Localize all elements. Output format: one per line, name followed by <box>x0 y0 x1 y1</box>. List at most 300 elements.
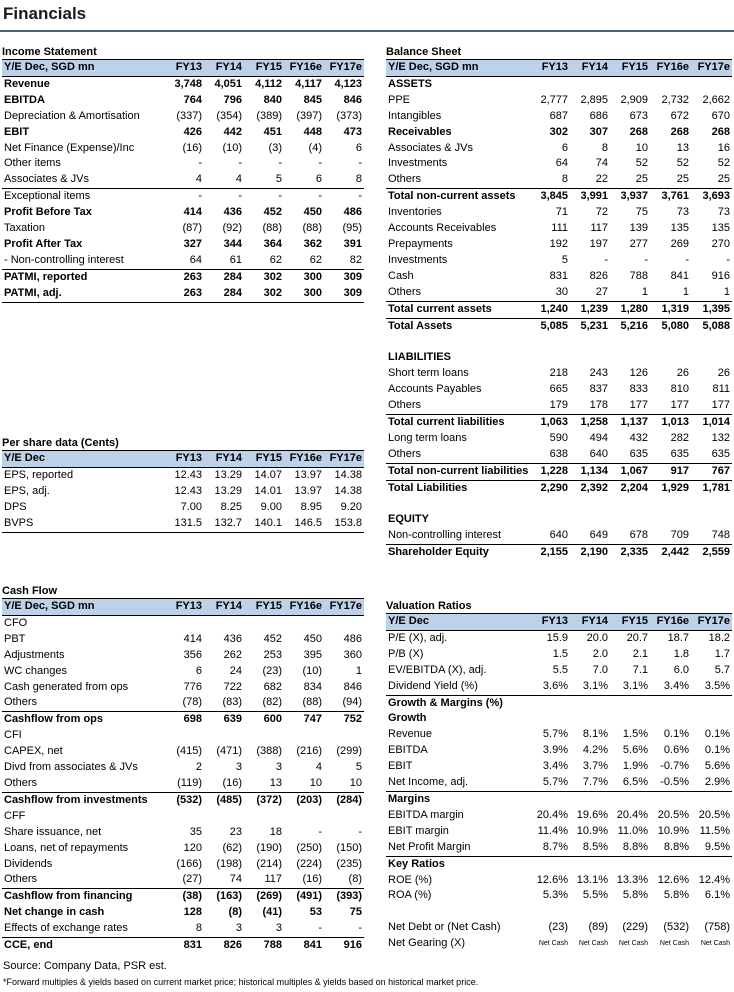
row-value: - <box>358 190 362 203</box>
row-label: Investments <box>388 253 448 266</box>
row-value: 9.00 <box>260 500 282 513</box>
table-row <box>386 76 732 92</box>
row-value <box>570 695 610 711</box>
header-label: Y/E Dec, SGD mn <box>386 60 530 77</box>
row-value: 14.07 <box>254 468 282 481</box>
row-label: Net Profit Margin <box>386 840 530 856</box>
row-value: 451 <box>263 125 282 138</box>
row-value: (23) <box>262 664 282 677</box>
row-value: 1,929 <box>661 481 689 494</box>
row-value <box>610 350 650 366</box>
table-row <box>386 920 732 936</box>
row-value: 14.38 <box>334 484 362 497</box>
row-value: 20.5% <box>698 808 730 821</box>
header-year: FY15 <box>244 60 284 77</box>
row-value: 448 <box>303 125 322 138</box>
row-value: - <box>278 157 282 170</box>
row-value: (491) <box>296 890 322 903</box>
row-value: 6.0 <box>673 663 689 676</box>
row-value: 192 <box>549 237 568 250</box>
row-value <box>691 904 732 920</box>
row-value: 11.5% <box>699 824 730 837</box>
row-value: - <box>238 157 242 170</box>
row-value: 4 <box>315 761 322 774</box>
row-value: 4 <box>204 172 244 188</box>
row-value: (88) <box>284 695 324 711</box>
row-value: 5 <box>561 253 568 266</box>
row-value: (250) <box>296 841 322 854</box>
table-row <box>2 889 364 905</box>
balance-sheet-section <box>386 46 732 561</box>
row-value: 635 <box>650 447 691 463</box>
row-value: 796 <box>223 93 242 106</box>
row-value: 5.7% <box>542 728 568 741</box>
row-value: 282 <box>670 431 689 444</box>
row-value: -0.5% <box>650 775 691 791</box>
row-label: Others <box>386 172 530 188</box>
row-value: 82 <box>324 253 364 269</box>
row-value: 638 <box>530 447 570 463</box>
table-row <box>386 496 732 512</box>
row-label: DPS <box>4 500 27 513</box>
row-label: Cashflow from investments <box>4 793 148 806</box>
row-value: (373) <box>336 109 362 122</box>
row-value: (532) <box>176 793 202 806</box>
row-value: 436 <box>223 632 242 645</box>
row-value: (16) <box>182 141 202 154</box>
row-value: 8.1% <box>582 728 608 741</box>
table-row <box>386 679 732 695</box>
row-value: - <box>604 253 608 266</box>
row-value: (485) <box>216 793 242 806</box>
row-label: Revenue <box>4 77 50 90</box>
row-label: PATMI, reported <box>4 270 88 283</box>
row-value: 845 <box>303 93 322 106</box>
row-value: 18.7 <box>667 631 689 644</box>
table-row <box>2 516 364 532</box>
table-row <box>386 237 732 253</box>
row-value: 5,085 <box>540 319 568 332</box>
row-value: 1.5% <box>622 728 648 741</box>
row-value: 13 <box>676 141 689 154</box>
row-value: (8) <box>324 872 364 888</box>
row-value <box>570 496 610 512</box>
row-label: ASSETS <box>388 77 433 90</box>
row-value: 131.5 <box>164 516 204 532</box>
row-value: 5 <box>244 172 284 188</box>
row-label: Key Ratios <box>388 857 445 870</box>
row-label: Growth & Margins (%) <box>388 696 503 709</box>
header-year: FY16e <box>284 60 324 77</box>
row-value: (10) <box>222 141 242 154</box>
row-value: 268 <box>670 125 689 138</box>
row-value: (163) <box>216 890 242 903</box>
row-value <box>610 512 650 528</box>
row-value: (214) <box>256 857 282 870</box>
row-value: - <box>278 190 282 203</box>
table-row <box>386 824 732 840</box>
row-value: 767 <box>691 463 732 480</box>
header-year: FY16e <box>650 60 691 77</box>
row-value: 5.8% <box>622 889 648 902</box>
row-value: 300 <box>284 286 324 302</box>
row-value: 177 <box>610 398 650 414</box>
row-value: 395 <box>303 648 322 661</box>
row-value: 1.9% <box>622 760 648 773</box>
row-value: (41) <box>262 906 282 919</box>
table-row <box>386 512 732 528</box>
row-label: CFI <box>4 729 22 742</box>
row-value: 670 <box>711 109 730 122</box>
row-value <box>570 334 610 350</box>
row-value: 834 <box>303 680 322 693</box>
row-value <box>691 711 732 727</box>
row-label: P/B (X) <box>388 647 424 660</box>
row-value: (190) <box>256 841 282 854</box>
row-value: 132.7 <box>204 516 244 532</box>
row-value <box>530 334 570 350</box>
row-value: - <box>284 921 324 937</box>
row-value <box>570 350 610 366</box>
row-value: 841 <box>303 939 322 952</box>
row-label: Dividend Yield (%) <box>386 679 530 695</box>
row-value: 10 <box>635 141 648 154</box>
row-value: 128 <box>183 906 202 919</box>
row-value: 687 <box>549 109 568 122</box>
row-value: 4.2% <box>582 744 608 757</box>
per-share-section <box>2 437 364 533</box>
row-value: 10.9% <box>576 824 608 837</box>
row-value: - <box>198 190 202 203</box>
row-value: 15.9 <box>546 631 568 644</box>
row-value: 20.5% <box>657 808 689 821</box>
row-label: Total Assets <box>388 319 453 332</box>
table-row <box>386 334 732 350</box>
row-label: Other items <box>4 157 61 170</box>
table-row <box>386 775 732 791</box>
row-value: 30 <box>530 285 570 301</box>
row-value: 639 <box>223 713 242 726</box>
row-value: 2.0 <box>592 647 608 660</box>
table-row <box>2 776 364 792</box>
row-value: 7.0 <box>592 663 608 676</box>
row-value: 117 <box>244 872 284 888</box>
cash-flow-table <box>2 598 364 954</box>
table-row <box>2 825 364 841</box>
row-value: 253 <box>263 648 282 661</box>
row-value: 635 <box>691 447 732 463</box>
row-value: - <box>238 190 242 203</box>
row-label: Others <box>386 285 530 301</box>
row-value: 752 <box>343 713 362 726</box>
row-value: 4,112 <box>255 77 282 90</box>
table-row <box>386 172 732 188</box>
row-label: Loans, net of repayments <box>4 841 129 854</box>
row-value: 2,909 <box>620 93 648 106</box>
row-value: 12.6% <box>657 873 689 886</box>
row-value <box>610 496 650 512</box>
row-label: EBITDA <box>4 93 45 106</box>
row-value: (78) <box>164 695 204 711</box>
row-value <box>650 904 691 920</box>
row-value: 3 <box>275 761 282 774</box>
row-value: (89) <box>588 921 608 934</box>
table-row <box>2 841 364 857</box>
row-label: EV/EBITDA (X), adj. <box>388 663 487 676</box>
row-value <box>650 350 691 366</box>
row-value: 1,781 <box>702 481 730 494</box>
table-row <box>386 840 732 856</box>
table-header-row <box>386 60 732 77</box>
header-year: FY13 <box>164 60 204 77</box>
row-value: 269 <box>670 237 689 250</box>
row-value <box>650 711 691 727</box>
row-value: 5.3% <box>542 889 568 902</box>
table-row <box>2 744 364 760</box>
row-label: LIABILITIES <box>388 351 451 364</box>
row-value: 9.20 <box>340 500 362 513</box>
table-header-row <box>386 614 732 631</box>
header-year: FY13 <box>164 599 204 616</box>
row-value: (8) <box>228 906 242 919</box>
row-value: 8 <box>601 141 608 154</box>
row-label: Profit Before Tax <box>4 206 92 219</box>
row-value: 6.1% <box>704 889 730 902</box>
row-value: 600 <box>263 713 282 726</box>
row-label: Long term loans <box>388 431 467 444</box>
row-value: 3,693 <box>702 190 730 203</box>
row-value: 826 <box>223 939 242 952</box>
header-year: FY15 <box>244 599 284 616</box>
row-value: 14.01 <box>254 484 282 497</box>
row-value: 2.1 <box>632 647 648 660</box>
row-value: 8.8% <box>610 840 650 856</box>
row-value: 8 <box>164 921 204 937</box>
valuation-ratios-table <box>386 613 732 952</box>
row-value: (88) <box>302 222 322 235</box>
row-value: 284 <box>204 286 244 302</box>
row-value: - <box>318 190 322 203</box>
row-value <box>610 791 650 807</box>
row-value: 2,732 <box>661 93 689 106</box>
row-value: (758) <box>704 921 730 934</box>
row-value: 75 <box>349 906 362 919</box>
row-value: 3,991 <box>580 190 608 203</box>
row-value: 1,134 <box>570 463 610 480</box>
row-value: 135 <box>711 222 730 235</box>
header-year: FY16e <box>650 614 691 631</box>
row-value: 117 <box>590 222 608 235</box>
table-row <box>2 615 364 631</box>
row-label: Total non-current liabilities <box>386 463 530 480</box>
row-value: 268 <box>711 125 730 138</box>
row-value: 788 <box>629 269 648 282</box>
table-row <box>386 398 732 414</box>
row-value: 494 <box>589 431 608 444</box>
table-row <box>386 743 732 759</box>
row-value: 53 <box>309 906 322 919</box>
header-year: FY14 <box>204 451 244 468</box>
row-value: 356 <box>183 648 202 661</box>
row-value: 344 <box>223 237 242 250</box>
row-label: Net Debt or (Net Cash) <box>388 921 501 934</box>
table-row <box>386 904 732 920</box>
row-value: 1,013 <box>661 415 689 428</box>
row-value: Net Cash <box>618 940 648 948</box>
row-label: EBITDA <box>388 744 428 757</box>
row-value <box>610 334 650 350</box>
row-value <box>244 615 284 631</box>
row-label: P/E (X), adj. <box>388 631 448 644</box>
row-value: 153.8 <box>324 516 364 532</box>
row-value: 3.7% <box>582 760 608 773</box>
row-value: - <box>726 253 730 266</box>
row-value: 71 <box>555 206 568 219</box>
row-value: 3,937 <box>620 190 648 203</box>
row-value: 12.43 <box>174 468 202 481</box>
row-value: 62 <box>284 253 324 269</box>
row-value <box>691 695 732 711</box>
section-title: Valuation Ratios <box>386 600 472 612</box>
row-value: 139 <box>629 222 648 235</box>
row-value: 73 <box>676 206 689 219</box>
row-value: 2,895 <box>580 93 608 106</box>
row-value: 179 <box>530 398 570 414</box>
row-value: 8.25 <box>220 500 242 513</box>
row-value: 8 <box>530 172 570 188</box>
row-value: 8.95 <box>300 500 322 513</box>
row-value: 1,137 <box>620 415 648 428</box>
row-value: (4) <box>308 141 322 154</box>
row-value: 302 <box>549 125 568 138</box>
row-value <box>530 856 570 872</box>
row-value: 640 <box>530 528 570 544</box>
row-label: CFO <box>4 616 28 629</box>
header-year: FY17e <box>691 614 732 631</box>
row-value: 640 <box>570 447 610 463</box>
table-row <box>386 382 732 398</box>
income-statement-section <box>2 46 364 303</box>
row-value: 20.4% <box>536 808 568 821</box>
row-value: 5 <box>355 761 362 774</box>
row-value: 52 <box>676 157 689 170</box>
row-value: 14.38 <box>334 468 362 481</box>
row-value: 140.1 <box>244 516 284 532</box>
row-label: Dividends <box>4 857 53 870</box>
row-label: Short term loans <box>388 367 469 380</box>
row-value: 307 <box>589 125 608 138</box>
table-row <box>2 857 364 873</box>
row-value <box>570 791 610 807</box>
header-year: FY13 <box>164 451 204 468</box>
row-value: 19.6% <box>576 808 608 821</box>
row-value: 120 <box>183 841 202 854</box>
row-value: 826 <box>589 269 608 282</box>
row-value <box>691 334 732 350</box>
table-row <box>2 253 364 269</box>
row-value: 3.6% <box>530 679 570 695</box>
row-value: 2,392 <box>580 481 608 494</box>
row-value: (94) <box>324 695 364 711</box>
row-value: 7.00 <box>180 500 202 513</box>
row-value: 0.1% <box>704 744 730 757</box>
header-label: Y/E Dec, SGD mn <box>2 60 164 77</box>
table-row <box>2 172 364 188</box>
row-label: Effects of exchange rates <box>2 921 164 937</box>
row-value: (388) <box>256 745 282 758</box>
row-value <box>244 728 284 744</box>
row-label: Total current assets <box>386 301 530 318</box>
row-value: (393) <box>336 890 362 903</box>
row-label: Cashflow from ops <box>4 713 104 726</box>
row-value: 432 <box>629 431 648 444</box>
row-value: 12.6% <box>536 873 568 886</box>
row-value: (389) <box>256 109 282 122</box>
row-value <box>204 615 244 631</box>
row-label <box>386 334 530 350</box>
row-value: 3.5% <box>691 679 732 695</box>
row-value: 300 <box>303 270 322 283</box>
income-statement-table <box>2 59 364 303</box>
row-value: 16 <box>717 141 730 154</box>
row-value: 0.1% <box>663 728 689 741</box>
section-title: Cash Flow <box>2 585 58 597</box>
row-value: 270 <box>711 237 730 250</box>
row-value: 13.1% <box>576 873 608 886</box>
row-value: 3.1% <box>570 679 610 695</box>
row-value: 18 <box>269 825 282 838</box>
row-value: (16) <box>284 872 324 888</box>
row-value: 13.97 <box>294 484 322 497</box>
row-value <box>530 695 570 711</box>
table-row <box>2 484 364 500</box>
table-row <box>2 938 364 954</box>
row-value: 837 <box>589 383 608 396</box>
table-row <box>386 189 732 205</box>
row-value: 1,240 <box>530 301 570 318</box>
row-value <box>650 334 691 350</box>
row-value <box>570 856 610 872</box>
row-value: (82) <box>244 695 284 711</box>
row-value: 2.9% <box>691 775 732 791</box>
row-label: EBIT margin <box>388 824 449 837</box>
table-row <box>2 648 364 664</box>
row-label: Investments <box>388 157 448 170</box>
row-value <box>650 791 691 807</box>
row-value <box>610 695 650 711</box>
row-value: 788 <box>263 939 282 952</box>
row-value: 22 <box>570 172 610 188</box>
row-label: Cash generated from ops <box>4 680 129 693</box>
row-value <box>691 856 732 872</box>
row-value: 5.6% <box>622 744 648 757</box>
row-label: Depreciation & Amortisation <box>4 109 140 122</box>
row-value: 4,051 <box>214 77 242 90</box>
row-value <box>610 711 650 727</box>
table-row <box>2 921 364 937</box>
table-row <box>2 141 364 157</box>
row-value: 764 <box>183 93 202 106</box>
row-label: Others <box>386 447 530 463</box>
row-label: Cash <box>388 269 414 282</box>
row-value: 10.9% <box>657 824 689 837</box>
row-value: (337) <box>176 109 202 122</box>
cash-flow-section <box>2 585 364 954</box>
row-value: (83) <box>204 695 244 711</box>
row-value: 73 <box>717 206 730 219</box>
row-value <box>324 615 364 631</box>
row-label: BVPS <box>2 516 164 532</box>
